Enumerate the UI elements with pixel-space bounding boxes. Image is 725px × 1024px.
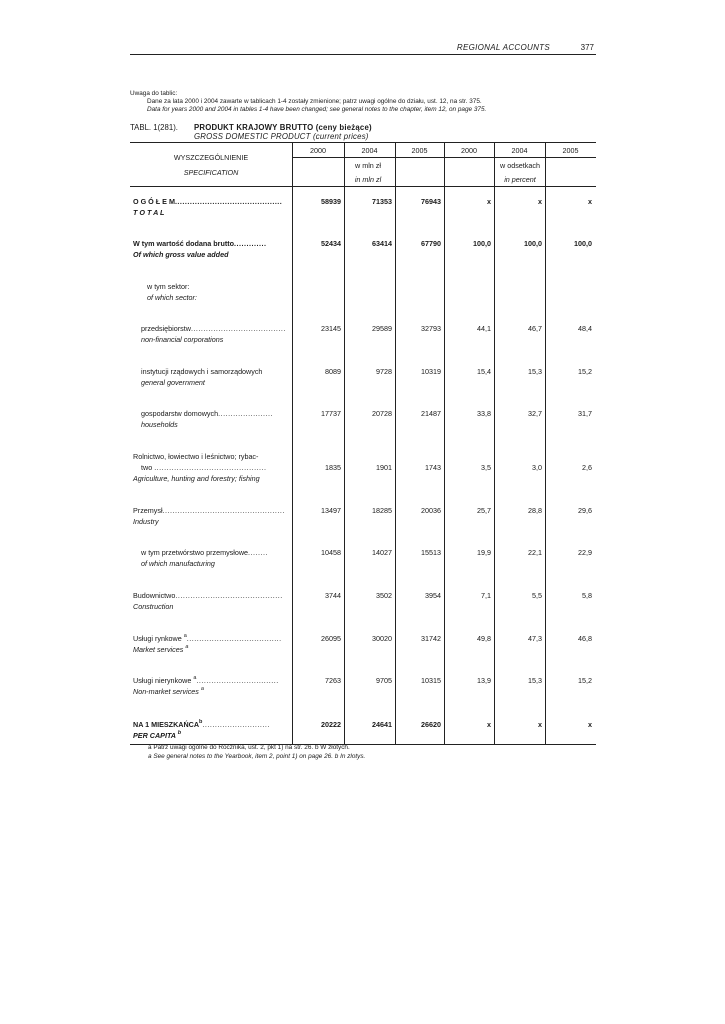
table-label: TABL. 1(281). [130, 123, 178, 132]
row-label-text: T O T A L [133, 208, 165, 217]
table-cell: 24641 [372, 720, 392, 729]
row-label-text: ............................................. [154, 463, 267, 472]
col-year-5: 2004 [511, 146, 528, 155]
table-cell: 5,8 [582, 591, 592, 600]
table-cell: 10315 [421, 676, 441, 685]
table-cell: 1901 [376, 463, 392, 472]
row-label-text: ................................. [196, 676, 279, 685]
row-label-text: ........ [248, 548, 269, 557]
row-label-text: non-financial corporations [141, 335, 224, 344]
section-title: REGIONAL ACCOUNTS [456, 43, 550, 52]
table-cell: 22,9 [578, 548, 592, 557]
row-label-text: Usługi rynkowe [133, 634, 182, 643]
table-cell: 32,7 [528, 409, 542, 418]
table-cell: 22,1 [528, 548, 542, 557]
table-cell: 18285 [372, 506, 392, 515]
row-label-text: W tym wartość dodana brutto [133, 239, 235, 248]
row-label-text: Rolnictwo, łowiectwo i leśnictwo; rybac- [133, 452, 259, 461]
row-label-text: w tym przetwórstwo przemysłowe [141, 548, 249, 557]
row-label-text: a [193, 675, 197, 681]
table-cell: 63414 [372, 239, 392, 248]
table-cell: 76943 [421, 197, 441, 206]
row-label-text: ........................... [202, 720, 270, 729]
footnote-en: a See general notes to the Yearbook, item 2, point 1) on page 26. b In zlotys. [148, 753, 366, 760]
table-cell: 100,0 [473, 239, 491, 248]
table-cell: 20728 [372, 409, 392, 418]
note-text-pl: Dane za lata 2000 i 2004 zawarte w tablicach 1-4 zostały zmienione; patrz uwagi ogólne do działu, ust. 12, na str. 375. [147, 98, 482, 105]
table-cell: 44,1 [477, 324, 491, 333]
row-label-text: w tym sektor: [147, 282, 190, 291]
col-year-6: 2005 [562, 146, 579, 155]
row-label-text: households [141, 420, 178, 429]
table-cell: x [538, 720, 542, 729]
row-label-text: Przemysł [133, 506, 163, 515]
table-cell: 7263 [325, 676, 341, 685]
table-cell: 8089 [325, 367, 341, 376]
row-label-text: a [200, 686, 204, 692]
row-label-text: Market services [133, 645, 184, 654]
row-label-text: of which manufacturing [141, 559, 215, 568]
table-cell: x [588, 197, 592, 206]
unit-header-pl-2: w odsetkach [500, 161, 540, 170]
row-label-text: of which sector: [147, 293, 197, 302]
row-label-text: Usługi nierynkowe [133, 676, 192, 685]
table-cell: 100,0 [524, 239, 542, 248]
row-label-text: a [183, 633, 187, 639]
row-label-text: b [199, 719, 203, 725]
spec-header-pl: WYSZCZEGÓLNIENIE [173, 153, 249, 162]
row-label-text: NA 1 MIESZKAŃCA [133, 720, 200, 729]
col-year-4: 2000 [461, 146, 477, 155]
table-cell: 100,0 [574, 239, 592, 248]
table-cell: 15,3 [528, 367, 542, 376]
row-label-text: gospodarstw domowych [141, 409, 219, 418]
table-cell: 3,0 [532, 463, 542, 472]
row-label-text: ............. [234, 239, 267, 248]
row-label-text: ...................... [218, 409, 274, 418]
row-label-text: Construction [133, 602, 174, 611]
table-cell: 1835 [325, 463, 341, 472]
table-cell: 58939 [321, 197, 341, 206]
table-cell: 3502 [376, 591, 392, 600]
table-cell: 2,6 [582, 463, 592, 472]
table-cell: 47,3 [528, 634, 542, 643]
table-cell: x [588, 720, 592, 729]
table-cell: 15,4 [477, 367, 491, 376]
table-cell: 15,3 [528, 676, 542, 685]
row-label-text: a [185, 644, 189, 650]
table-cell: 20036 [421, 506, 441, 515]
row-label-text: przedsiębiorstw [141, 324, 191, 333]
table-cell: 29,6 [578, 506, 592, 515]
table-cell: 3744 [325, 591, 341, 600]
table-cell: 31,7 [578, 409, 592, 418]
table-cell: 26095 [321, 634, 341, 643]
table-cell: 29589 [372, 324, 392, 333]
row-label-text: ........................................... [174, 197, 283, 206]
table-note [130, 90, 486, 114]
row-label-text: ................................................. [162, 506, 285, 515]
table-cell: 15,2 [578, 676, 592, 685]
table-title-en: GROSS DOMESTIC PRODUCT (current prices) [194, 132, 369, 141]
unit-header-pl-1: w mln zł [355, 161, 381, 170]
table-cell: x [487, 720, 491, 729]
table-cell: 20222 [321, 720, 341, 729]
table-cell: x [487, 197, 491, 206]
table-cell: 10319 [421, 367, 441, 376]
running-header [130, 43, 596, 55]
table-cell: 15,2 [578, 367, 592, 376]
table-title-pl: PRODUKT KRAJOWY BRUTTO (ceny bieżące) [194, 123, 372, 132]
row-label-text: b [177, 730, 182, 736]
table-cell: 13,9 [477, 676, 491, 685]
table-cell: 15513 [421, 548, 441, 557]
table-cell: 67790 [421, 239, 441, 248]
col-year-3: 2005 [411, 146, 428, 155]
row-label-text: Of which gross value added [133, 250, 229, 259]
table-cell: 3,5 [481, 463, 491, 472]
gdp-table [130, 142, 596, 745]
table-title [130, 123, 372, 141]
col-year-2: 2004 [361, 146, 378, 155]
col-year-1: 2000 [310, 146, 326, 155]
table-cell: 17737 [321, 409, 341, 418]
row-label-text: Budownictwo [133, 591, 176, 600]
table-cell: 30020 [372, 634, 392, 643]
table-cell: 26620 [421, 720, 441, 729]
row-label-text: instytucji rządowych i samorządowych [141, 367, 263, 376]
table-cell: 21487 [421, 409, 441, 418]
footnotes [148, 743, 365, 761]
table-cell: 9705 [376, 676, 392, 685]
table-cell: 71353 [372, 197, 392, 206]
table-cell: 3954 [425, 591, 441, 600]
table-cell: 48,4 [578, 324, 592, 333]
table-cell: 32793 [421, 324, 441, 333]
spec-header-en: SPECIFICATION [183, 168, 239, 177]
page-number: 377 [580, 43, 594, 52]
row-label-text: general government [141, 378, 205, 387]
table-cell: 13497 [321, 506, 341, 515]
row-label-text: Industry [133, 517, 159, 526]
table-cell: 19,9 [477, 548, 491, 557]
row-label-text: Non-market services [133, 687, 199, 696]
row-label-text: ...................................... [190, 324, 286, 333]
table-cell: 9728 [376, 367, 392, 376]
unit-header-en-2: in percent [504, 175, 536, 184]
table-cell: 1743 [425, 463, 441, 472]
row-label-text: two [141, 463, 153, 472]
table-cell: 7,1 [481, 591, 491, 600]
table-cell: 25,7 [477, 506, 491, 515]
row-label-text: ...................................... [186, 634, 282, 643]
table-cell: 52434 [321, 239, 341, 248]
table-cell: 49,8 [477, 634, 491, 643]
note-text-en: Data for years 2000 and 2004 in tables 1-4 have been changed; see general notes to the chapter, item 12, on page 375. [147, 106, 487, 113]
table-cell: 31742 [421, 634, 441, 643]
row-label-text: ........................................... [175, 591, 283, 600]
table-cell: 33,8 [477, 409, 491, 418]
unit-header-en-1: in mln zl [354, 175, 382, 184]
table-cell: 28,8 [528, 506, 542, 515]
row-label-text: Agriculture, hunting and forestry; fishing [133, 474, 260, 483]
row-label-text: O G Ó Ł E M [133, 197, 175, 206]
table-cell: 46,7 [528, 324, 542, 333]
row-label-text: PER CAPITA [133, 731, 176, 740]
footnote-pl: a Patrz uwagi ogólne do Rocznika, ust. 2, pkt 1) na str. 26. b W złotych. [148, 744, 350, 751]
note-heading: Uwaga do tablic: [130, 90, 178, 97]
table-cell: x [538, 197, 542, 206]
table-cell: 23145 [321, 324, 341, 333]
table-cell: 14027 [372, 548, 392, 557]
table-cell: 5,5 [532, 591, 542, 600]
table-cell: 10458 [321, 548, 341, 557]
table-cell: 46,8 [578, 634, 592, 643]
